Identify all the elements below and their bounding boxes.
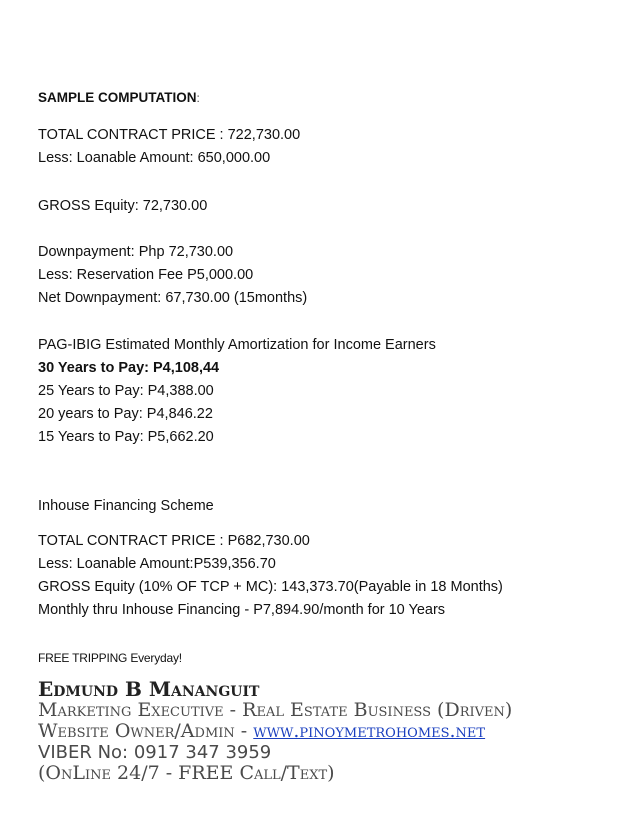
inhouse-block: [38, 530, 503, 622]
heading-colon: :: [196, 91, 200, 105]
pagibig-block: [38, 334, 436, 449]
heading-text: SAMPLE COMPUTATION: [38, 90, 197, 105]
net-downpayment: Net Downpayment: 67,730.00 (15months): [38, 290, 308, 306]
downpayment: Downpayment: Php 72,730.00: [38, 244, 234, 260]
sample-computation-heading: [38, 90, 200, 105]
signature-block: [38, 678, 512, 784]
inhouse-gross-equity: GROSS Equity (10% OF TCP + MC): 143,373.70(Payable in 18 Months): [38, 579, 503, 595]
free-tripping-note: FREE TRIPPING Everyday!: [38, 651, 182, 665]
pagibig-row-30-years: 30 Years to Pay: P4,108,44: [38, 360, 220, 376]
signature-online: (OnLine 24/7 - FREE Call/Text): [38, 762, 335, 784]
signature-website-line: [38, 721, 512, 742]
signature-role: Marketing Executive - Real Estate Business (Driven): [38, 699, 513, 721]
gross-equity: GROSS Equity: 72,730.00: [38, 198, 208, 214]
pagibig-row-20-years: 20 years to Pay: P4,846.22: [38, 406, 213, 422]
website-prefix: Website Owner/Admin -: [38, 720, 254, 742]
inhouse-loanable-amount: Less: Loanable Amount:P539,356.70: [38, 556, 276, 572]
signature-name: Edmund B Mananguit: [38, 677, 260, 701]
sample-block-1: [38, 124, 300, 170]
sample-block-3: [38, 241, 307, 310]
loanable-amount: Less: Loanable Amount: 650,000.00: [38, 150, 271, 166]
reservation-fee: Less: Reservation Fee P5,000.00: [38, 267, 254, 283]
pagibig-title: PAG-IBIG Estimated Monthly Amortization for Income Earners: [38, 337, 436, 353]
inhouse-title: Inhouse Financing Scheme: [38, 498, 214, 514]
inhouse-monthly: Monthly thru Inhouse Financing - P7,894.90/month for 10 Years: [38, 602, 446, 618]
website-link[interactable]: www.pinoymetrohomes.net: [253, 720, 486, 742]
inhouse-title-block: [38, 495, 214, 518]
pagibig-row-15-years: 15 Years to Pay: P5,662.20: [38, 429, 214, 445]
inhouse-total-contract-price: TOTAL CONTRACT PRICE : P682,730.00: [38, 533, 310, 549]
signature-viber: VIBER No: 0917 347 3959: [38, 742, 272, 763]
pagibig-row-25-years: 25 Years to Pay: P4,388.00: [38, 383, 214, 399]
total-contract-price: TOTAL CONTRACT PRICE : 722,730.00: [38, 127, 301, 143]
sample-block-2: [38, 195, 207, 218]
